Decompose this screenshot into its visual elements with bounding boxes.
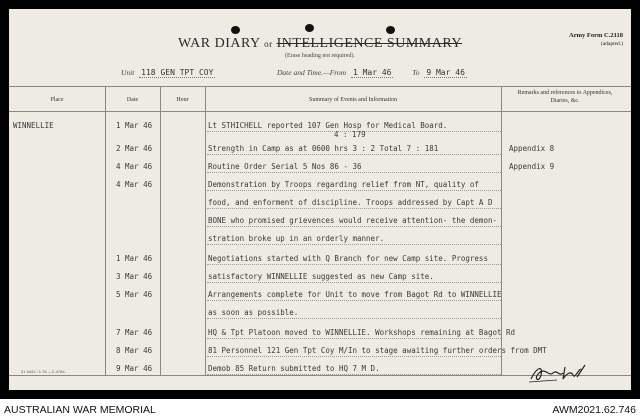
form-title (9, 36, 631, 52)
entry-summary: stration broke up in an orderly manner. (208, 234, 385, 243)
table-row (9, 303, 631, 321)
table-row (9, 267, 631, 285)
archive-name: AUSTRALIAN WAR MEMORIAL (4, 404, 156, 416)
army-form-adapted: (adapted.) (600, 41, 623, 47)
ruled-line (207, 172, 501, 173)
entry-summary: Arrangements complete for Unit to move from Bagot Rd to WINNELLIE (208, 290, 502, 299)
ruled-line (207, 226, 501, 227)
col-header-hour: Hour (176, 97, 189, 103)
print-code: 21 3441 / 1.76 —C.4784. (21, 369, 66, 374)
ruled-line (207, 190, 501, 191)
entry-remarks: Appendix 9 (509, 162, 555, 171)
entry-summary: Demob 85 Return submitted to HQ 7 M D. (208, 364, 380, 373)
unit-line (121, 68, 215, 78)
entry-date: 1 Mar 46 (116, 121, 153, 130)
entry-date: 4 Mar 46 (116, 162, 153, 171)
entry-date: 5 Mar 46 (116, 290, 153, 299)
army-form-number (569, 31, 623, 49)
entry-date: 2 Mar 46 (116, 144, 153, 153)
entry-date: 7 Mar 46 (116, 328, 153, 337)
ruled-line (207, 282, 501, 283)
entry-summary: Lt STHICHELL reported 107 Gen Hosp for Medical Board. (208, 121, 448, 130)
punch-hole (231, 26, 240, 34)
date-line (277, 68, 467, 78)
table-row (9, 211, 631, 229)
entry-date: 9 Mar 46 (116, 364, 153, 373)
col-header-remarks: Remarks and references to Appendices, Diaries, &c. (517, 90, 613, 104)
ruled-line (207, 244, 501, 245)
entry-summary: HQ & Tpt Platoon moved to WINNELLIE. Workshops remaining at Bagot Rd (208, 328, 516, 337)
date-label: Date and Time.—From (277, 68, 347, 77)
title-struck: INTELLIGENCE SUMMARY (276, 36, 463, 51)
entry-summary: Demonstration by Troops regarding relief from NT, quality of (208, 180, 479, 189)
date-from: 1 Mar 46 (352, 68, 392, 77)
unit-label: Unit (121, 68, 135, 77)
table-row (9, 285, 631, 303)
col-header-summary: Summary of Events and Information (309, 97, 397, 103)
entry-summary: Negotiations started with Q Branch for new Camp site. Progress (208, 254, 488, 263)
table-header-border (9, 111, 631, 112)
entry-summary: 4 : 179 (334, 130, 366, 139)
ruled-line (207, 374, 501, 375)
archive-footer (0, 399, 640, 420)
to-label: To (412, 68, 420, 77)
table-row (9, 229, 631, 247)
table-row (9, 249, 631, 267)
entry-date: 3 Mar 46 (116, 272, 153, 281)
ruled-line (207, 318, 501, 319)
date-to: 9 Mar 46 (426, 68, 465, 77)
table-top-border (9, 86, 631, 87)
entry-summary: as soon as possible. (208, 308, 299, 317)
title-main: WAR DIARY (177, 36, 261, 51)
entry-date: 1 Mar 46 (116, 254, 153, 263)
entry-date: 8 Mar 46 (116, 346, 153, 355)
table-row (9, 341, 631, 359)
table-row (9, 139, 631, 157)
entry-place: WINNELLIE (13, 121, 54, 130)
entry-summary: Strength in Camp as at 0600 hrs 3 : 2 Total 7 : 181 (208, 144, 439, 153)
table-row (9, 193, 631, 211)
punch-hole (305, 24, 314, 32)
entry-remarks: Appendix 8 (509, 144, 555, 153)
signature (527, 359, 589, 385)
ruled-line (207, 264, 501, 265)
table-row (9, 157, 631, 175)
ruled-line (207, 208, 501, 209)
ruled-line (207, 300, 501, 301)
title-subnote: (Erase heading not required). (285, 53, 355, 59)
col-header-date: Date (126, 97, 139, 103)
unit-value: 118 GEN TPT COY (141, 68, 214, 77)
table-row (9, 175, 631, 193)
table-row (9, 323, 631, 341)
war-diary-sheet (9, 9, 631, 390)
col-header-place: Place (50, 97, 64, 103)
ruled-line (207, 356, 501, 357)
ruled-line (207, 338, 501, 339)
diary-table (9, 86, 631, 376)
entry-summary: BONE who promised grievences would receive attention- the demon- (208, 216, 497, 225)
entry-summary: Routine Order Serial 5 Nos 86 - 36 (208, 162, 362, 171)
entry-date: 4 Mar 46 (116, 180, 153, 189)
punch-hole (386, 26, 395, 34)
title-or: or (264, 39, 273, 49)
ruled-line (207, 154, 501, 155)
archive-reference: AWM2021.62.746 (552, 404, 636, 416)
entry-summary: 81 Personnel 121 Gen Tpt Coy M/In to stage awaiting further orders from DMT (208, 346, 547, 355)
entry-summary: satisfactory WINNELLIE suggested as new Camp site. (208, 272, 434, 281)
army-form-label: Army Form C.2118 (569, 32, 623, 39)
entry-summary: food, and enforment of discipline. Troops addressed by Capt A D (208, 198, 493, 207)
